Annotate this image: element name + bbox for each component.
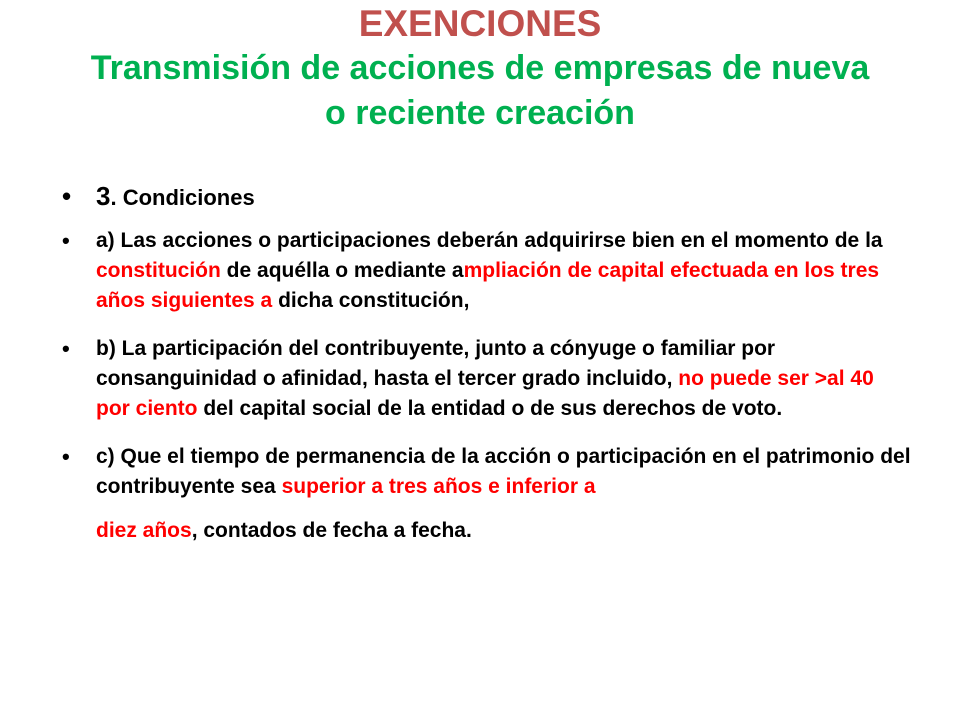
item-c-text-1: c) Que el tiempo de permanencia de la acción o participación en el patrimonio del contribuyente sea (96, 445, 911, 498)
slide-title: EXENCIONES (358, 3, 602, 44)
bullet-icon: • (62, 228, 70, 253)
item-a-text-3: dicha constitución, (272, 289, 470, 312)
heading-text: . Condiciones (110, 185, 255, 210)
title-block (40, 2, 920, 136)
item-a-highlight-1: constitución (96, 259, 221, 282)
item-a-text-1: a) Las acciones o participaciones deberán adquirirse bien en el momento de la (96, 229, 883, 252)
item-a-highlight-2: mpliación de capital efectuada en los tres años siguientes a (96, 259, 880, 312)
item-b-text-1: b) La participación del contribuyente, junto a cónyuge o familiar por consanguinidad o afinidad, hasta el tercer grado incluido, (96, 337, 776, 390)
list-item-a (62, 226, 912, 316)
bullet-icon: • (62, 181, 72, 211)
list-item-c (62, 442, 912, 546)
bullet-icon: • (62, 444, 70, 469)
slide-subtitle-line-1: Transmisión de acciones de empresas de nueva (90, 49, 870, 87)
item-c-text-2: , contados de fecha a fecha. (191, 519, 472, 542)
item-b-text-2: del capital social de la entidad o de sus derechos de voto. (197, 397, 783, 420)
heading-number: 3 (96, 181, 111, 211)
list-item-b (62, 334, 912, 424)
bullet-icon: • (62, 336, 70, 361)
item-b-highlight-1: no puede ser >al 40 por ciento (96, 367, 874, 420)
conditions-heading (62, 178, 912, 216)
slide-subtitle-line-2: o reciente creación (325, 94, 635, 132)
item-a-text-2: de aquélla o mediante a (220, 259, 464, 282)
bullet-list (62, 178, 912, 564)
item-c-highlight-2: diez años (96, 519, 192, 542)
item-c-highlight-1: superior a tres años e inferior a (281, 475, 596, 498)
